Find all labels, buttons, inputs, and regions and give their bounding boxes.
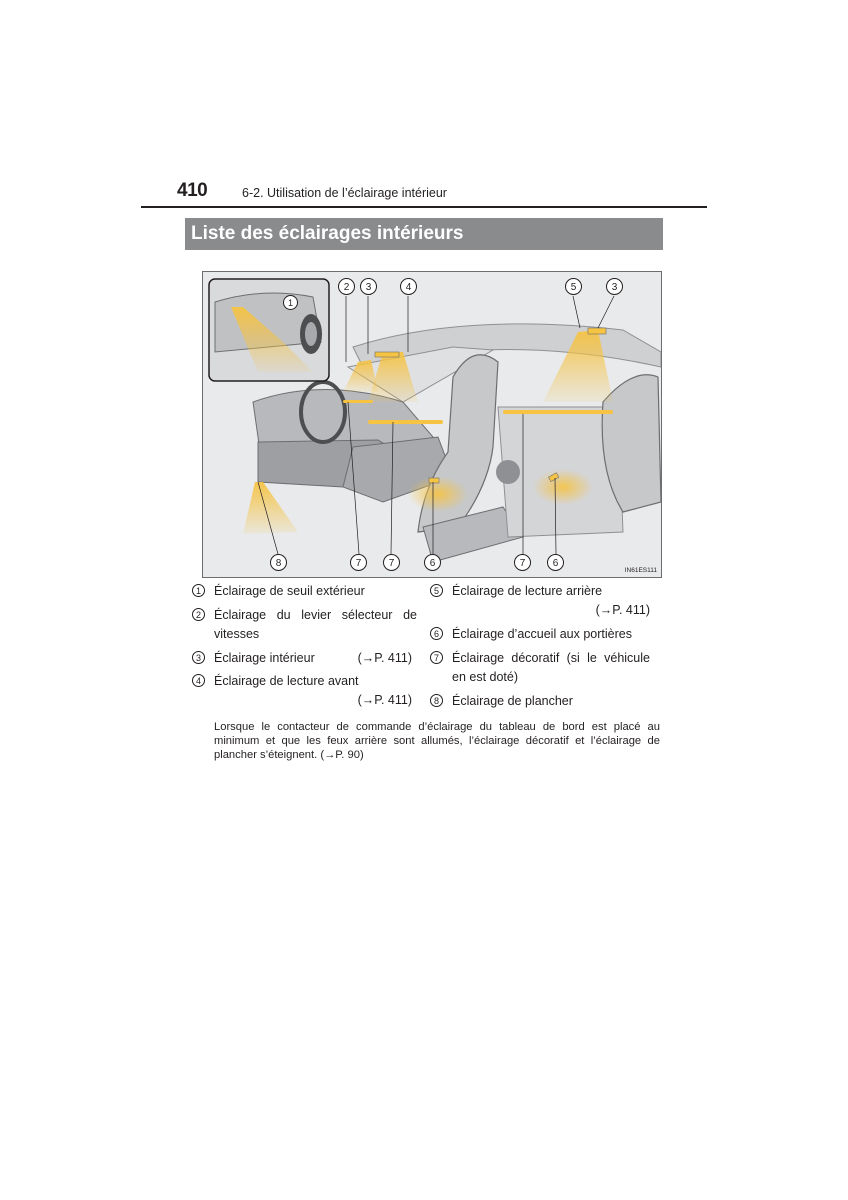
- ambient-strip-dash: [343, 400, 373, 403]
- reading-light-front: [375, 352, 399, 357]
- legend-item-5: [430, 582, 650, 620]
- callout-2: 2: [338, 278, 355, 295]
- legend-text-5: Éclairage de lecture arrière: [452, 584, 603, 598]
- legend-item-7: [430, 649, 650, 687]
- legend-ref-4[interactable]: (→P. 411): [357, 693, 412, 707]
- page-number: 410: [177, 180, 208, 201]
- legend-num-5: 5: [430, 584, 443, 597]
- legend: [192, 582, 662, 712]
- legend-text-7: Éclairage décoratif (si le véhicule: [452, 651, 650, 665]
- legend-text-2: Éclairage du levier sélecteur de: [214, 608, 417, 622]
- running-head: 6-2. Utilisation de l’éclairage intérieur: [242, 186, 447, 200]
- car-interior-illustration: [203, 272, 661, 577]
- legend-num-8: 8: [430, 694, 443, 707]
- legend-item-4: [192, 672, 412, 710]
- callout-3: 3: [360, 278, 377, 295]
- callout-6a: 6: [424, 554, 441, 571]
- callout-7a: 7: [350, 554, 367, 571]
- courtesy-light-rear-glow: [533, 469, 593, 505]
- legend-item-8: [430, 692, 650, 711]
- callout-7c: 7: [514, 554, 531, 571]
- legend-text-2b: vitesses: [214, 627, 260, 641]
- legend-num-6: 6: [430, 627, 443, 640]
- legend-item-6: [430, 625, 650, 644]
- legend-item-3: [192, 649, 412, 668]
- ambient-strip-front: [368, 420, 443, 424]
- legend-num-7: 7: [430, 651, 443, 664]
- legend-text-1: Éclairage de seuil extérieur: [214, 584, 365, 598]
- legend-ref-3[interactable]: (→P. 411): [357, 651, 412, 665]
- callout-5: 5: [565, 278, 582, 295]
- note-paragraph: Lorsque le contacteur de commande d’éclairage du tableau de bord est placé au minimum et que les feux arrière sont allumés, l’éclairage décoratif et l’éclairage de plancher s’éteignent. (→P. 90): [214, 721, 660, 761]
- legend-text-8: Éclairage de plancher: [452, 694, 573, 708]
- callout-4: 4: [400, 278, 417, 295]
- legend-num-1: 1: [192, 584, 205, 597]
- ambient-strip-rear: [503, 410, 613, 414]
- figure-code: IN61ES111: [624, 567, 657, 574]
- legend-text-3: Éclairage intérieur: [214, 651, 315, 665]
- legend-text-6: Éclairage d’accueil aux portières: [452, 627, 632, 641]
- legend-num-4: 4: [192, 674, 205, 687]
- callout-6b: 6: [547, 554, 564, 571]
- legend-text-7b: en est doté): [452, 670, 519, 684]
- callout-7b: 7: [383, 554, 400, 571]
- callout-1: 1: [283, 295, 298, 310]
- legend-item-2: [192, 606, 417, 644]
- callout-3-rear: 3: [606, 278, 623, 295]
- callout-8: 8: [270, 554, 287, 571]
- legend-text-4: Éclairage de lecture avant: [214, 674, 359, 688]
- section-title: Liste des éclairages intérieurs: [185, 218, 663, 250]
- legend-ref-5[interactable]: (→P. 411): [595, 603, 650, 617]
- header-rule: [141, 206, 707, 208]
- legend-item-1: [192, 582, 417, 601]
- legend-num-3: 3: [192, 651, 205, 664]
- interior-lighting-figure: [202, 271, 662, 578]
- legend-num-2: 2: [192, 608, 205, 621]
- interior-light-rear: [588, 328, 606, 334]
